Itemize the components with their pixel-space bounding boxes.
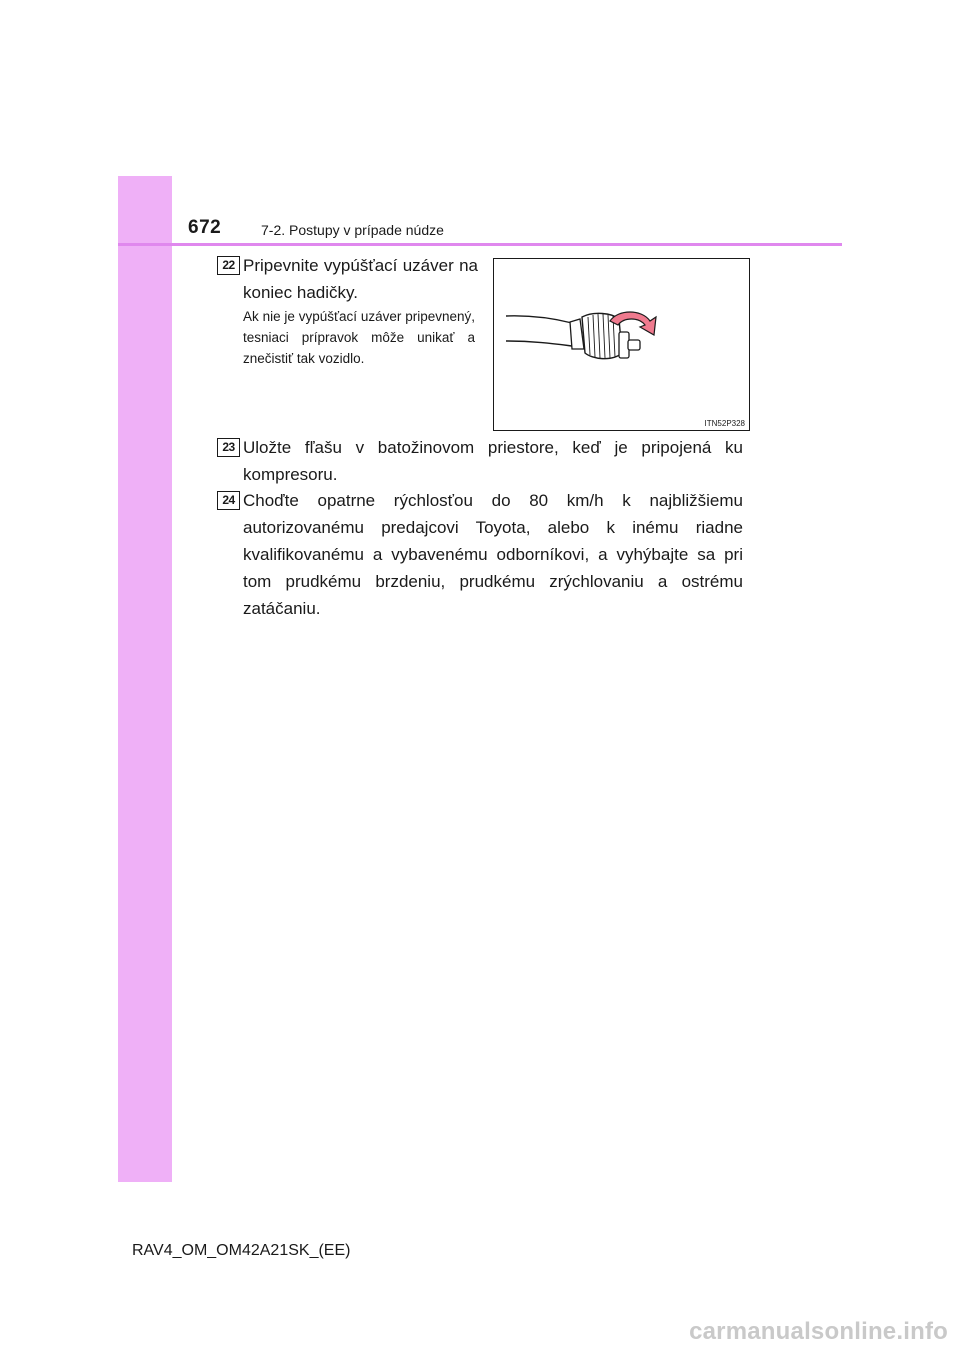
figure-id: ITN52P328 — [704, 419, 745, 428]
step-badge-22: 22 — [217, 256, 240, 275]
step-22-note: Ak nie je vypúšťací uzáver pripevnený, tesniaci prípravok môže unikať a znečistiť tak vozidlo. — [243, 309, 475, 366]
watermark: carmanualsonline.info — [689, 1318, 948, 1345]
hose-cap-illustration — [493, 258, 750, 431]
page-number: 672 — [188, 217, 222, 238]
document-code: RAV4_OM_OM42A21SK_(EE) — [132, 1242, 351, 1259]
header-rule — [118, 243, 842, 246]
step-23-text: Uložte fľašu v batožinovom priestore, keď je pripojená ku kompresoru. — [243, 438, 743, 484]
step-badge-24: 24 — [217, 491, 240, 510]
sidebar-tab — [118, 176, 172, 1182]
step-badge-23: 23 — [217, 438, 240, 457]
step-24-text: Choďte opatrne rýchlosťou do 80 km/h k najbližšiemu autorizovanému predajcovi Toyota, alebo k inému riadne kvalifikovanému a vybavenému odborníkovi, a vyhýbajte sa pri tom prudkému brzdeniu, prudkému zrýchlovaniu a ostrému zatáčaniu. — [243, 491, 743, 618]
hose-cap-drawing — [494, 259, 749, 430]
section-title: 7-2. Postupy v prípade núdze — [261, 222, 444, 238]
step-22-text: Pripevnite vypúšťací uzáver na koniec hadičky. — [243, 256, 478, 302]
